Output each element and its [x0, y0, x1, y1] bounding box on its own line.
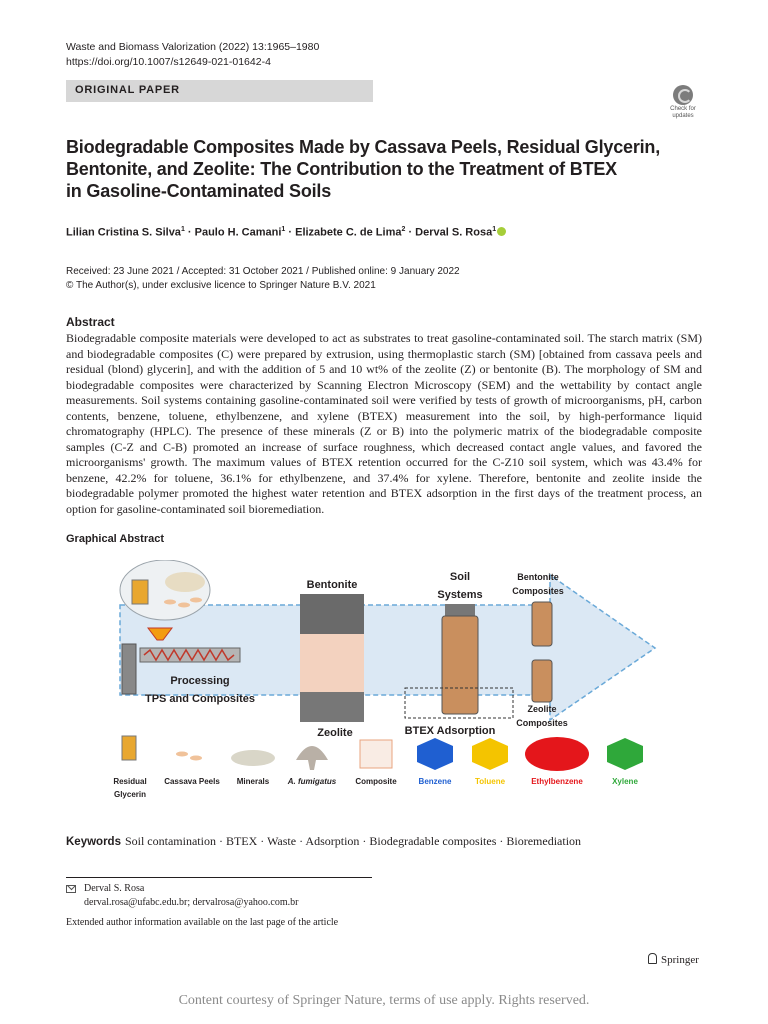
extruder-motor [122, 644, 136, 694]
abstract-heading: Abstract [66, 315, 115, 329]
courtesy-notice: Content courtesy of Springer Nature, terms of use apply. Rights reserved. [178, 993, 590, 1008]
soil-systems-label-1: Soil [449, 571, 471, 583]
springer-horse-icon [648, 953, 657, 964]
title-line-1: Biodegradable Composites Made by Cassava Peels, Residual Glycerin, [66, 137, 661, 157]
legend-fungus-icon [296, 746, 328, 770]
btex-adsorption-label: BTEX Adsorption [404, 725, 496, 737]
xylene-icon [607, 738, 643, 770]
processing-label-2: TPS and Composites [144, 693, 256, 705]
footnote-divider [66, 877, 372, 878]
publication-dates [66, 265, 460, 293]
keywords-label: Keywords [66, 836, 121, 848]
legend-glycerin-icon [122, 736, 136, 760]
corresponding-author: Derval S. Rosa [84, 883, 145, 894]
legend-cassava-icon [176, 752, 202, 761]
author-affiliation: 1 [281, 226, 286, 233]
keywords-text: Soil contamination · BTEX · Waste · Adsorption · Biodegradable composites · Bioremediation [124, 834, 582, 848]
toluene-icon [472, 738, 508, 770]
check-badge-line1: Check for [670, 106, 696, 112]
bentonite-label: Bentonite [306, 579, 358, 591]
bentonite-composites-label-2: Composites [512, 586, 564, 596]
cassava-powder-icon [165, 572, 205, 592]
article-type-label: ORIGINAL PAPER [75, 84, 180, 96]
zeolite-label: Zeolite [317, 727, 353, 739]
corresponding-emails[interactable]: derval.rosa@ufabc.edu.br; dervalrosa@yahoo.com.br [84, 897, 299, 908]
orcid-icon[interactable] [497, 227, 506, 236]
author-affiliation: 1 [180, 226, 185, 233]
abstract-text: Biodegradable composite materials were developed to act as substrates to treat gasoline-contaminated soil. The starch matrix (SM) and biodegradable composites (C) were prepared by extrusion, using thermoplastic starch (SM) [obtained from cassava peels and residual (blond) glycerin], and with the addition of 5 and 10 wt% of the zeolite (Z) or bentonite (B). The morphology of SM and biodegradable composites were characterized by Scanning Electron Microscopy (SEM) and the wettability by contact angle measurements. Soil systems containing gasoline-contaminated soil were verified by tests of growth of microorganisms, pH, carbon contents, benzene, toluene, ethylbenzene, and xylene (BTEX) measurement into the soil, by high-performance liquid chromatography (HPLC). The presence of these minerals (Z or B) into the polymeric matrix of the biodegradable composite samples (C-Z and C-B) promoted an increase of surface roughness, which decreased contact angle values, and favored the microorganisms' growth. The maximum values of BTEX retention occurred for the C-Z10 soil system, which was 43.4% for benzene, 42.2% for toluene, 36.1% for ethylbenzene, and 37.4% for xylene. Therefore, bentonite and zeolite inside the biodegradable polymer promoted the highest water retention and BTEX adsorption in the first days of the treatment process, an option for gasoline-contaminated soil bioremediation. [66, 331, 702, 516]
legend-cassava: Cassava Peels [164, 777, 220, 786]
author-name[interactable]: Derval S. Rosa [415, 226, 493, 239]
graphical-abstract-figure [110, 560, 660, 805]
author-name[interactable]: Elizabete C. de Lima [295, 226, 402, 239]
zeolite-composites-label-2: Composites [516, 718, 568, 728]
zeolite-composite-jar [532, 660, 552, 702]
legend-toluene: Toluene [474, 777, 506, 786]
journal-citation: Waste and Biomass Valorization (2022) 13:1965–1980 [66, 41, 320, 53]
soil-systems-label-2: Systems [437, 589, 483, 601]
soil-jar [442, 616, 478, 714]
legend-minerals: Minerals [236, 777, 270, 786]
article-title [66, 136, 666, 202]
copyright-line: © The Author(s), under exclusive licence to Springer Nature B.V. 2021 [66, 280, 376, 291]
keywords [66, 834, 581, 849]
dates-line: Received: 23 June 2021 / Accepted: 31 October 2021 / Published online: 9 January 2022 [66, 266, 460, 277]
zeolite-composites-label-1: Zeolite [527, 704, 557, 714]
check-updates-icon [673, 85, 693, 105]
author-separator: · [405, 226, 416, 239]
legend-benzene: Benzene [418, 777, 452, 786]
article-type-banner [66, 80, 373, 102]
graphical-abstract-heading: Graphical Abstract [66, 533, 165, 545]
soil-jar-cap [445, 604, 475, 616]
ethylbenzene-icon [525, 737, 589, 771]
legend-fungus: A. fumigatus [287, 777, 337, 786]
springer-label: Springer [661, 954, 699, 966]
benzene-icon [417, 738, 453, 770]
title-line-2: Bentonite, and Zeolite: The Contribution to the Treatment of BTEX [66, 159, 617, 179]
envelope-icon [66, 885, 76, 893]
check-badge-line2: updates [672, 113, 694, 119]
legend-minerals-icon [231, 750, 275, 766]
legend-ethylbenzene: Ethylbenzene [531, 777, 583, 786]
check-for-updates-badge[interactable] [664, 85, 702, 123]
extended-author-info: Extended author information available on the last page of the article [66, 917, 339, 928]
author-affiliation: 1 [492, 226, 497, 233]
legend-residual-2: Glycerin [113, 790, 147, 799]
title-line-3: in Gasoline-Contaminated Soils [66, 181, 332, 201]
processing-label-1: Processing [170, 675, 230, 687]
author-separator: · [184, 226, 195, 239]
author-list [66, 226, 506, 239]
legend-xylene: Xylene [612, 777, 638, 786]
author-affiliation: 2 [401, 226, 406, 233]
author-name[interactable]: Lilian Cristina S. Silva [66, 226, 181, 239]
bentonite-composite-jar [532, 602, 552, 646]
bentonite-sem-image [300, 594, 364, 634]
doi-link[interactable]: https://doi.org/10.1007/s12649-021-01642-4 [66, 56, 271, 68]
author-separator: · [285, 226, 296, 239]
zeolite-sem-image [300, 692, 364, 722]
composite-sem-image [300, 634, 364, 692]
springer-logo [648, 953, 699, 966]
bentonite-composites-label-1: Bentonite [517, 572, 559, 582]
glycerin-beaker-icon [132, 580, 148, 604]
legend-composite: Composite [355, 777, 397, 786]
author-name[interactable]: Paulo H. Camani [194, 226, 282, 239]
legend-composite-icon [360, 740, 392, 768]
legend-residual-1: Residual [113, 777, 147, 786]
